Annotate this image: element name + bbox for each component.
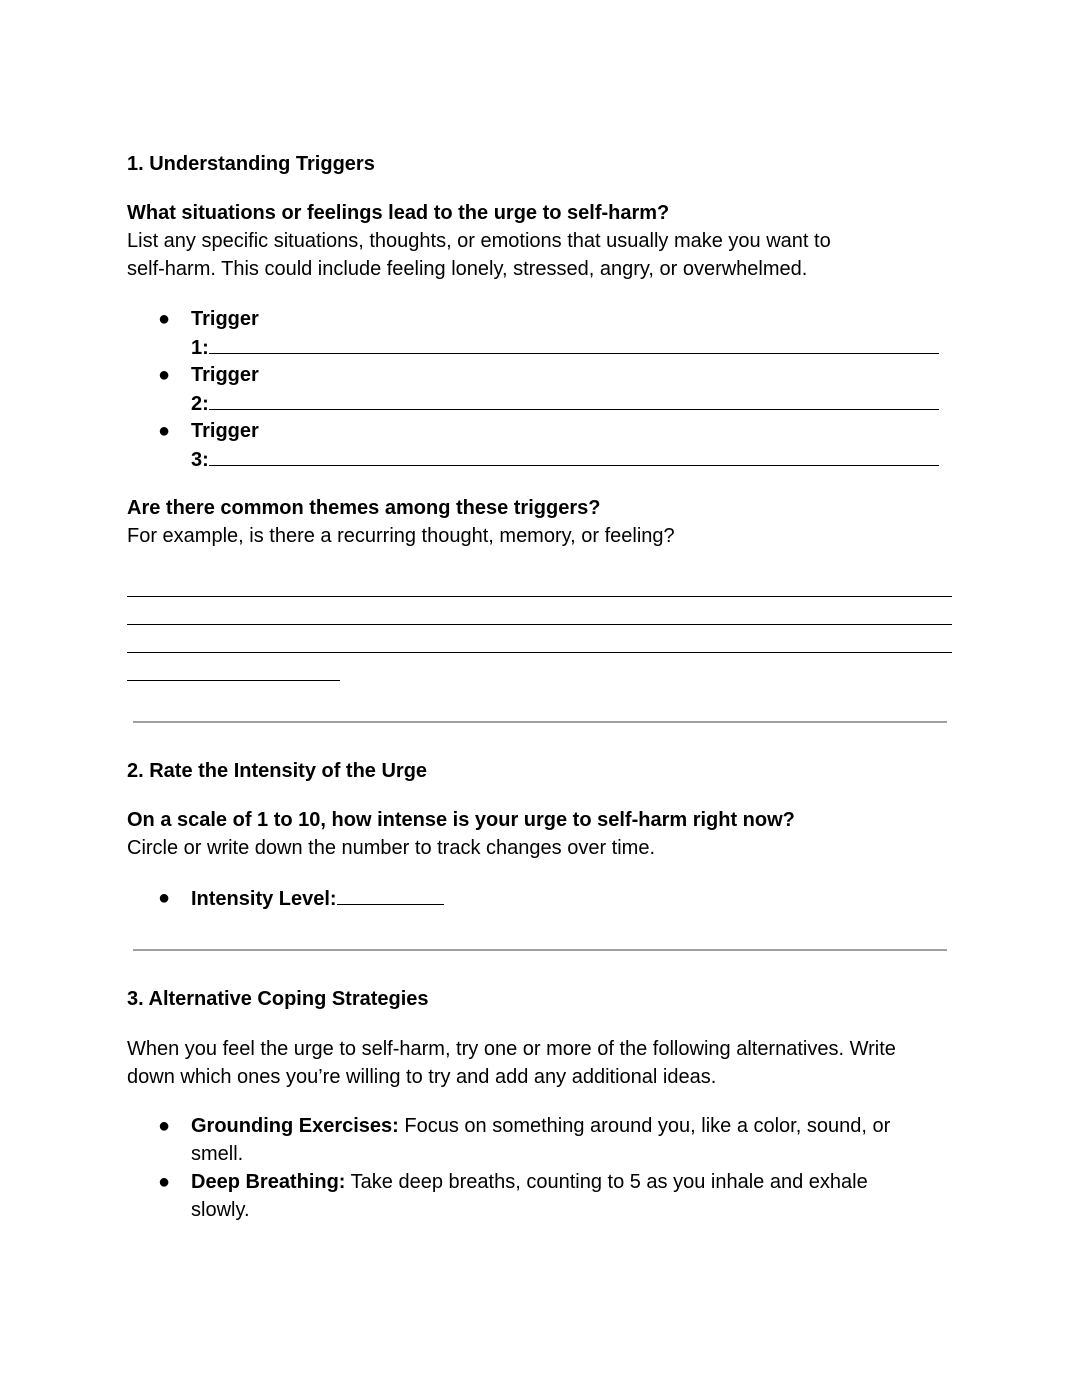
bullet-icon: ● (158, 1115, 171, 1137)
divider (133, 721, 947, 723)
answer-line[interactable] (127, 624, 952, 625)
section-1-heading: 1. Understanding Triggers (127, 153, 375, 175)
strategy-breathing (191, 1168, 868, 1196)
trigger-1-number: 1: (191, 337, 209, 359)
section-3-heading: 3. Alternative Coping Strategies (127, 988, 429, 1010)
strategy-text: Take deep breaths, counting to 5 as you inhale and exhale (345, 1171, 868, 1193)
strategy-title: Grounding Exercises: (191, 1115, 399, 1137)
coping-description: When you feel the urge to self-harm, try one or more of the following alternatives. Write (127, 1038, 896, 1060)
answer-line[interactable] (127, 596, 952, 597)
bullet-icon: ● (158, 308, 171, 330)
trigger-2-field[interactable] (191, 389, 939, 418)
intensity-description: Circle or write down the number to track changes over time. (127, 837, 655, 859)
intensity-label: Intensity Level: (191, 888, 337, 910)
strategy-grounding (191, 1112, 890, 1140)
coping-description-2: down which ones you’re willing to try and add any additional ideas. (127, 1066, 717, 1088)
trigger-1-field[interactable] (191, 333, 939, 362)
themes-question: Are there common themes among these triggers? (127, 497, 601, 519)
answer-line[interactable] (127, 680, 340, 681)
answer-line[interactable] (127, 652, 952, 653)
trigger-2-label: Trigger (191, 364, 259, 386)
trigger-3-field[interactable] (191, 445, 939, 474)
bullet-icon: ● (158, 1171, 171, 1193)
trigger-1-label: Trigger (191, 308, 259, 330)
bullet-icon: ● (158, 420, 171, 442)
triggers-description-2: self-harm. This could include feeling lonely, stressed, angry, or overwhelmed. (127, 258, 808, 280)
strategy-text-cont: smell. (191, 1143, 244, 1165)
triggers-question: What situations or feelings lead to the urge to self-harm? (127, 202, 670, 224)
themes-example: For example, is there a recurring thought, memory, or feeling? (127, 525, 675, 547)
strategy-text-cont: slowly. (191, 1199, 250, 1221)
intensity-field[interactable] (191, 884, 444, 913)
bullet-icon: ● (158, 364, 171, 386)
bullet-icon: ● (158, 887, 171, 909)
strategy-title: Deep Breathing: (191, 1171, 346, 1193)
strategy-text: Focus on something around you, like a color, sound, or (398, 1115, 891, 1137)
triggers-description: List any specific situations, thoughts, or emotions that usually make you want to (127, 230, 831, 252)
trigger-3-number: 3: (191, 449, 209, 471)
divider (133, 949, 947, 951)
intensity-question: On a scale of 1 to 10, how intense is your urge to self-harm right now? (127, 809, 795, 831)
trigger-2-number: 2: (191, 393, 209, 415)
trigger-3-label: Trigger (191, 420, 259, 442)
section-2-heading: 2. Rate the Intensity of the Urge (127, 760, 428, 782)
